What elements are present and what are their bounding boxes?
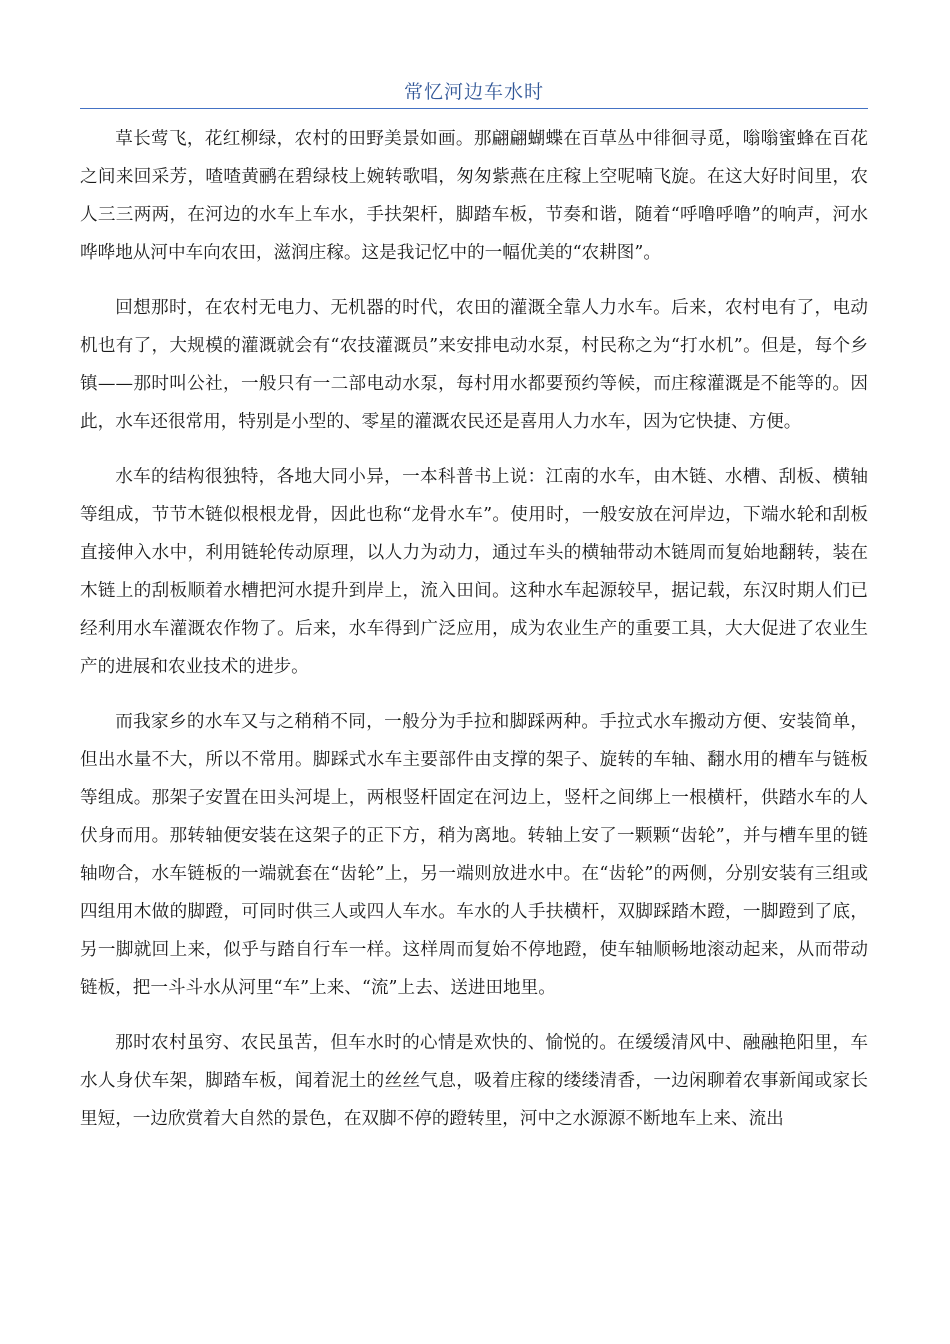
paragraph-1: 草长莺飞，花红柳绿，农村的田野美景如画。那翩翩蝴蝶在百草丛中徘徊寻觅，嗡嗡蜜蜂在百花之间来回采芳，喳喳黄鹂在碧绿枝上婉转歌唱，匆匆紫燕在庄稼上空呢喃飞旋。在这大好时间里，农人三三两两，在河边的水车上车水，手扶架杆，脚踏车板，节奏和谐，随着“呼噜呼噜”的响声，河水哗哗地从河中车向农田，滋润庄稼。这是我记忆中的一幅优美的“农耕图”。 bbox=[80, 129, 868, 263]
document-body bbox=[80, 120, 868, 1155]
paragraph-3: 水车的结构很独特，各地大同小异，一本科普书上说：江南的水车，由木链、水槽、刮板、横轴等组成，节节木链似根根龙骨，因此也称“龙骨水车”。使用时，一般安放在河岸边，下端水轮和刮板直接伸入水中，利用链轮传动原理，以人力为动力，通过车头的横轴带动木链周而复始地翻转，装在木链上的刮板顺着水槽把河水提升到岸上，流入田间。这种水车起源较早，据记载，东汉时期人们已经利用水车灌溉农作物了。后来，水车得到广泛应用，成为农业生产的重要工具，大大促进了农业生产的进展和农业技术的进步。 bbox=[80, 467, 868, 677]
paragraph-2: 回想那时，在农村无电力、无机器的时代，农田的灌溉全靠人力水车。后来，农村电有了，电动机也有了，大规模的灌溉就会有“农技灌溉员”来安排电动水泵，村民称之为“打水机”。但是，每个乡镇——那时叫公社，一般只有一二部电动水泵，每村用水都要预约等候，而庄稼灌溉是不能等的。因此，水车还很常用，特别是小型的、零星的灌溉农民还是喜用人力水车，因为它快捷、方便。 bbox=[80, 298, 868, 432]
paragraph-4: 而我家乡的水车又与之稍稍不同，一般分为手拉和脚踩两种。手拉式水车搬动方便、安装简单，但出水量不大，所以不常用。脚踩式水车主要部件由支撑的架子、旋转的车轴、翻水用的槽车与链板等组成。那架子安置在田头河堤上，两根竖杆固定在河边上，竖杆之间绑上一根横杆，供踏水车的人伏身而用。那转轴便安装在这架子的正下方，稍为离地。转轴上安了一颗颗“齿轮”，并与槽车里的链轴吻合，水车链板的一端就套在“齿轮”上，另一端则放进水中。在“齿轮”的两侧，分别安装有三组或四组用木做的脚蹬，可同时供三人或四人车水。车水的人手扶横杆，双脚踩踏木蹬，一脚蹬到了底，另一脚就回上来，似乎与踏自行车一样。这样周而复始不停地蹬，使车轴顺畅地滚动起来，从而带动链板，把一斗斗水从河里“车”上来、“流”上去、送进田地里。 bbox=[80, 712, 868, 998]
document-title: 常忆河边车水时 bbox=[403, 81, 544, 103]
paragraph-5: 那时农村虽穷、农民虽苦，但车水时的心情是欢快的、愉悦的。在缓缓清风中、融融艳阳里，车水人身伏车架，脚踏车板，闻着泥土的丝丝气息，吸着庄稼的缕缕清香，一边闲聊着农事新闻或家长里短，一边欣赏着大自然的景色，在双脚不停的蹬转里，河中之水源源不断地车上来、流出 bbox=[80, 1033, 868, 1129]
title-underline bbox=[80, 108, 868, 109]
